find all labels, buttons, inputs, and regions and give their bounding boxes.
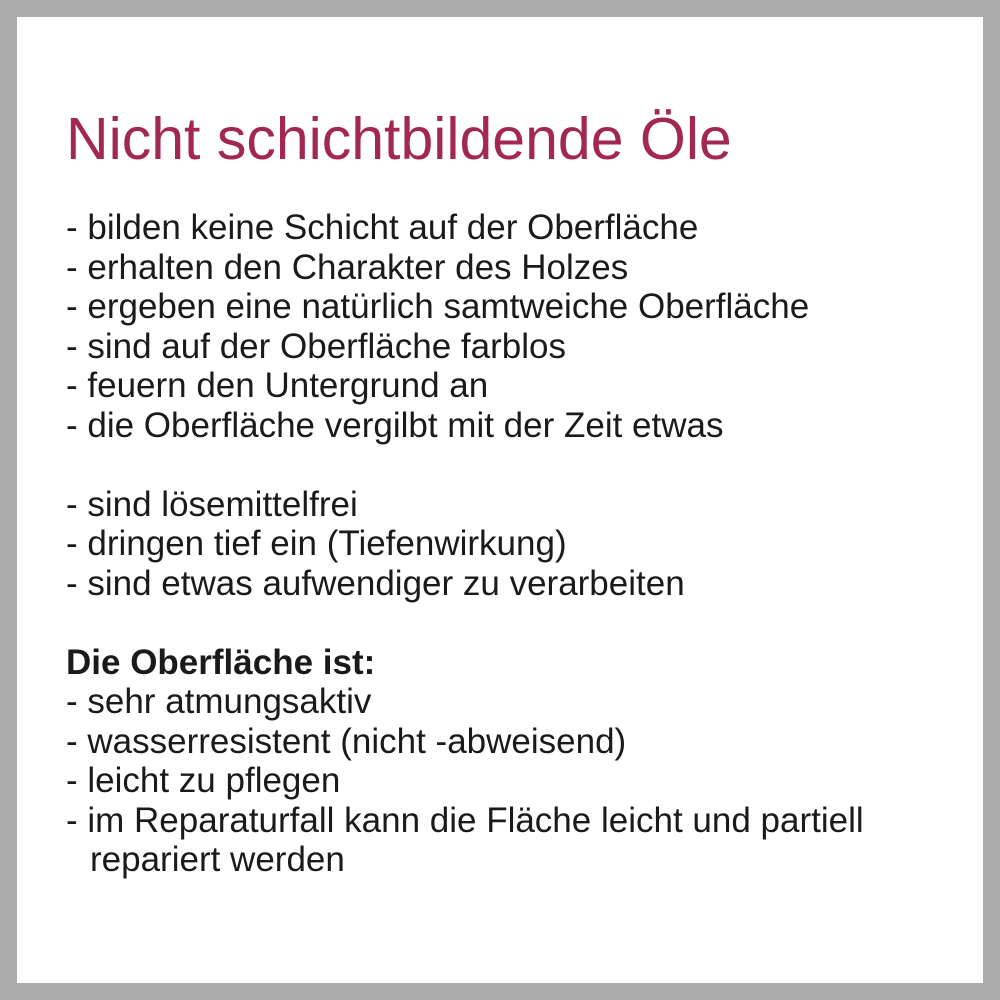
feature-list	[66, 208, 864, 880]
list-item: - bilden keine Schicht auf der Oberfläche	[66, 208, 699, 247]
list-item: - erhalten den Charakter des Holzes	[66, 247, 629, 287]
list-item: - sind etwas aufwendiger zu verarbeiten	[66, 563, 685, 603]
list-item: - im Reparaturfall kann die Fläche leicht und partiell	[66, 800, 864, 840]
spacer	[66, 445, 864, 485]
list-item: - wasserresistent (nicht -abweisend)	[66, 721, 627, 761]
list-item: - dringen tief ein (Tiefenwirkung)	[66, 524, 567, 563]
page-title: Nicht schichtbildende Öle	[66, 106, 732, 172]
list-item: - sehr atmungsaktiv	[66, 682, 372, 721]
list-item: - leicht zu pflegen	[66, 761, 341, 800]
list-item: - sind lösemittelfrei	[66, 484, 358, 524]
list-item-continuation: repariert werden	[90, 840, 345, 879]
spacer	[66, 603, 864, 643]
surface-heading: Die Oberfläche ist:	[66, 642, 376, 682]
list-item: - sind auf der Oberfläche farblos	[66, 326, 566, 366]
list-item: - die Oberfläche vergilbt mit der Zeit etwas	[66, 405, 724, 445]
list-item: - ergeben eine natürlich samtweiche Oberfläche	[66, 287, 810, 326]
list-item: - feuern den Untergrund an	[66, 366, 489, 405]
